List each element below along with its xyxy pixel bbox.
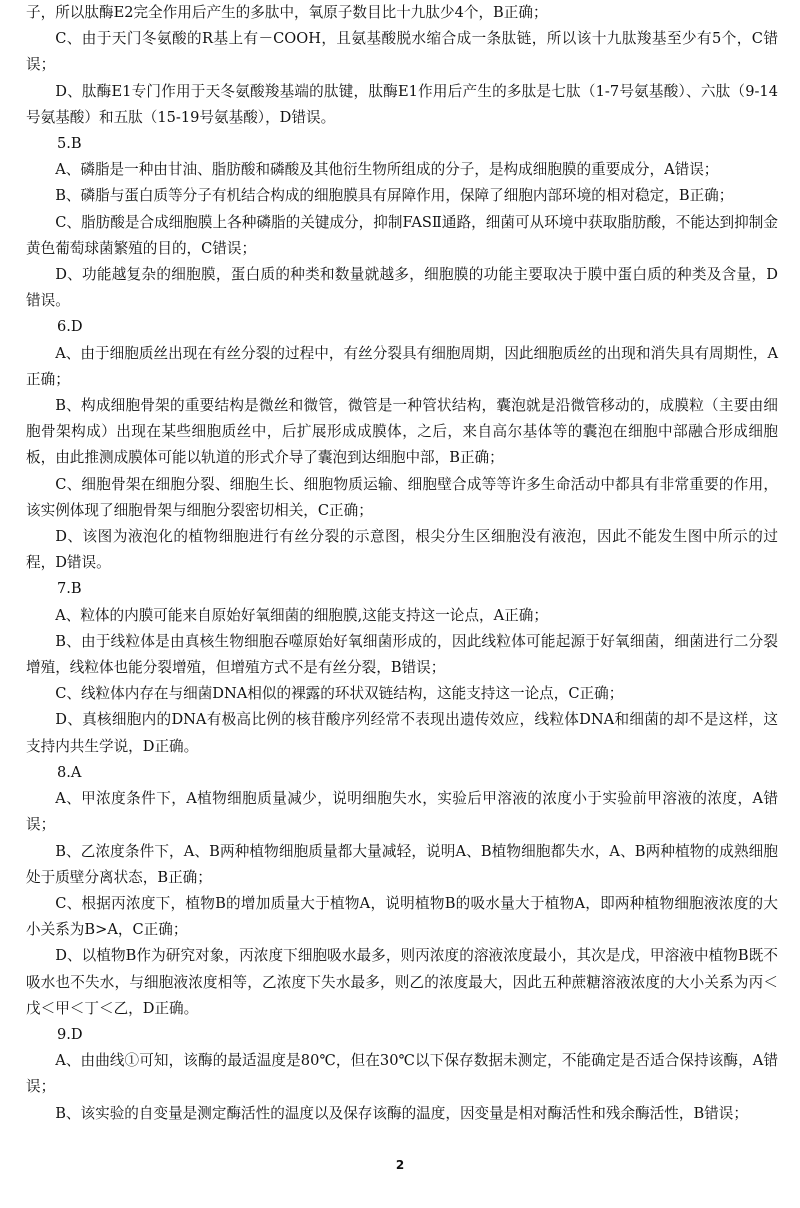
answer-page: [26, 0, 778, 1127]
q6-option-a: A、由于细胞质丝出现在有丝分裂的过程中，有丝分裂具有细胞周期，因此细胞质丝的出现和消失具有周期性，A正确；: [26, 344, 778, 388]
q8-option-d: D、以植物B作为研究对象，丙浓度下细胞吸水最多，则丙浓度的溶液浓度最小，其次是戊，甲溶液中植物B既不吸水也不失水，与细胞液浓度相等，乙浓度下失水最多，则乙的浓度最大，因此五种蔗糖溶液浓度的大小关系为丙＜戊＜甲＜丁＜乙，D正确。: [26, 947, 778, 1017]
q8-option-a: A、甲浓度条件下，A植物细胞质量减少，说明细胞失水，实验后甲溶液的浓度小于实验前甲溶液的浓度，A错误；: [26, 790, 778, 834]
q6-answer-heading: 6.D: [57, 318, 83, 336]
q7-option-a: A、粒体的内膜可能来自原始好氧细菌的细胞膜,这能支持这一论点，A正确；: [55, 606, 548, 624]
q7-option-b: B、由于线粒体是由真核生物细胞吞噬原始好氧细菌形成的，因此线粒体可能起源于好氧细菌，细菌进行二分裂增殖，线粒体也能分裂增殖，但增殖方式不是有丝分裂，B错误；: [26, 632, 778, 677]
q6-option-d: D、该图为液泡化的植物细胞进行有丝分裂的示意图，根尖分生区细胞没有液泡，因此不能发生图中所示的过程，D错误。: [26, 528, 778, 572]
q7-answer-heading: 7.B: [57, 580, 82, 598]
q4-option-d: D、肽酶E1专门作用于天冬氨酸羧基端的肽键，肽酶E1作用后产生的多肽是七肽（1-7号氨基酸）、六肽（9-14号氨基酸）和五肽（15-19号氨基酸），D错误。: [26, 82, 778, 126]
q8-option-b: B、乙浓度条件下，A、B两种植物细胞质量都大量减轻，说明A、B植物细胞都失水，A、B两种植物的成熟细胞处于质壁分离状态，B正确；: [26, 842, 778, 886]
q9-answer-heading: 9.D: [57, 1025, 83, 1043]
q8-option-c: C、根据丙浓度下，植物B的增加质量大于植物A，说明植物B的吸水量大于植物A，即两种植物细胞液浓度的大小关系为B>A，C正确；: [26, 894, 778, 939]
page-number: 2: [395, 1158, 405, 1172]
q4-option-c: C、由于天门冬氨酸的R基上有－COOH，且氨基酸脱水缩合成一条肽链，所以该十九肽羧基至少有5个，C错误；: [26, 30, 778, 74]
q6-option-c: C、细胞骨架在细胞分裂、细胞生长、细胞物质运输、细胞壁合成等等许多生命活动中都具有非常重要的作用，该实例体现了细胞骨架与细胞分裂密切相关，C正确；: [26, 475, 778, 519]
q7-option-d: D、真核细胞内的DNA有极高比例的核苷酸序列经常不表现出遗传效应，线粒体DNA和细菌的却不是这样，这支持内共生学说，D正确。: [26, 711, 778, 755]
q5-answer-heading: 5.B: [57, 135, 82, 153]
q5-option-c: C、脂肪酸是合成细胞膜上各种磷脂的关键成分，抑制FASⅡ通路，细菌可从环境中获取脂肪酸，不能达到抑制金黄色葡萄球菌繁殖的目的，C错误；: [26, 213, 778, 257]
q5-option-a: A、磷脂是一种由甘油、脂肪酸和磷酸及其他衍生物所组成的分子，是构成细胞膜的重要成分，A错误；: [55, 161, 719, 179]
q8-answer-heading: 8.A: [57, 763, 82, 781]
q5-option-d: D、功能越复杂的细胞膜，蛋白质的种类和数量就越多，细胞膜的功能主要取决于膜中蛋白质的种类及含量，D错误。: [26, 266, 778, 310]
q9-option-a: A、由曲线①可知，该酶的最适温度是80℃，但在30℃以下保存数据未测定，不能确定是否适合保持该酶，A错误；: [26, 1052, 778, 1096]
q9-option-b: B、该实验的自变量是测定酶活性的温度以及保存该酶的温度，因变量是相对酶活性和残余酶活性，B错误；: [55, 1104, 748, 1122]
q6-option-b: B、构成细胞骨架的重要结构是微丝和微管，微管是一种管状结构，囊泡就是沿微管移动的，成膜粒（主要由细胞骨架构成）出现在某些细胞质丝中，后扩展形成成膜体，之后，来自高尔基体等的囊泡在细胞中部融合形成细胞板，由此推测成膜体可能以轨道的形式介导了囊泡到达细胞中部，B正确；: [26, 397, 778, 467]
continuation-paragraph: 子，所以肽酶E2完全作用后产生的多肽中，氧原子数目比十九肽少4个，B正确；: [26, 4, 548, 21]
q7-option-c: C、线粒体内存在与细菌DNA相似的裸露的环状双链结构，这能支持这一论点，C正确；: [55, 685, 624, 703]
q5-option-b: B、磷脂与蛋白质等分子有机结合构成的细胞膜具有屏障作用，保障了细胞内部环境的相对稳定，B正确；: [55, 187, 734, 205]
